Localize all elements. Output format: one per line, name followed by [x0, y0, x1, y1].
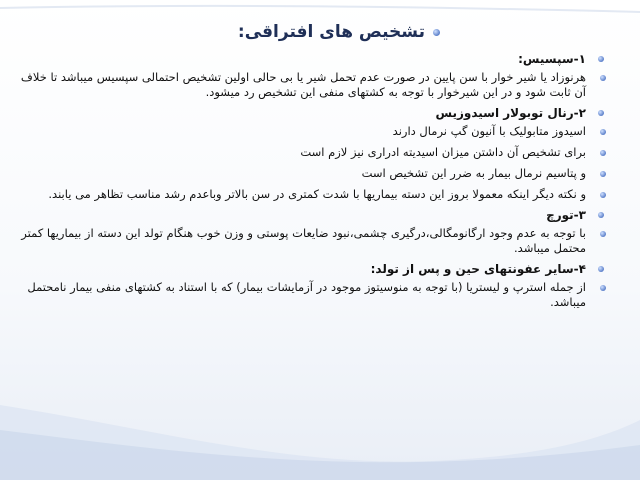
bullet-icon	[600, 129, 606, 135]
section-heading: ۳-تورچ	[20, 208, 586, 223]
section-heading: ۴-سایر عفونتهای حین و پس از تولد:	[20, 262, 586, 277]
section-paragraph: برای تشخیص آن داشتن میزان اسیدیته ادراری نیز لازم است	[20, 145, 586, 160]
title-bullet-icon	[433, 29, 440, 36]
section-paragraph: اسیدوز متابولیک با آنیون گپ نرمال دارند	[20, 124, 586, 139]
bullet-icon	[600, 192, 606, 198]
bullet-icon	[600, 231, 606, 237]
bullet-icon	[600, 150, 606, 156]
slide-title: تشخیص های افتراقی:	[238, 22, 440, 42]
slide-content	[20, 48, 586, 310]
section-paragraph: و پتاسیم نرمال بیمار به ضرر این تشخیص است	[20, 166, 586, 181]
bullet-icon	[598, 110, 604, 116]
section-paragraph: و نکته دیگر اینکه معمولا بروز این دسته بیماریها با شدت کمتری در سن بالاتر وباعدم رشد مناسب تظاهر می یابند.	[20, 187, 586, 202]
bullet-icon	[598, 266, 604, 272]
bullet-icon	[600, 75, 606, 81]
bullet-icon	[598, 56, 604, 62]
bullet-icon	[600, 285, 606, 291]
section-paragraph: با توجه به عدم وجود ارگانومگالی،درگیری چشمی،نبود ضایعات پوستی و وزن خوب هنگام تولد این دسته از بیماریها کمتر محتمل میباشد.	[20, 226, 586, 256]
section-heading: ۲-رنال توبولار اسیدوزیس	[20, 106, 586, 121]
section-paragraph: هرنوزاد یا شیر خوار با سن پایین در صورت عدم تحمل شیر یا بی حالی اولین تشخیص احتمالی سپسیس میباشد تا خلاف آن ثابت شود و در این شیرخوار با توجه به کشتهای منفی این تشخیص رد میشود.	[20, 70, 586, 100]
section-paragraph: از جمله استرپ و لیستریا (با توجه به منوسیتوز موجود در آزمایشات بیمار) که با استناد به کشتهای منفی بیمار نامحتمل میباشد.	[20, 280, 586, 310]
bullet-icon	[600, 171, 606, 177]
bullet-icon	[598, 212, 604, 218]
section-heading: ۱-سپسیس:	[20, 52, 586, 67]
